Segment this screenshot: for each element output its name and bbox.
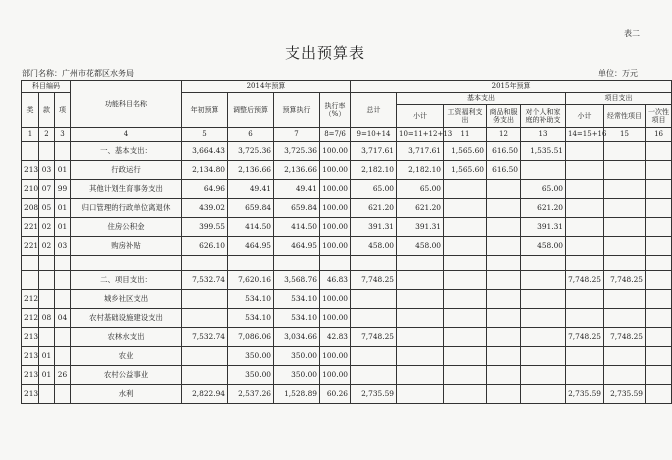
cell-lei: 212 xyxy=(22,309,39,328)
cell-onetime xyxy=(646,142,672,161)
cell-lei: 213 xyxy=(22,385,39,404)
table-row xyxy=(22,290,672,309)
cell-project-subtotal xyxy=(566,142,604,161)
cell-wage xyxy=(444,199,487,218)
index-cell: 10=11+12+13 xyxy=(397,128,444,142)
cell-wage xyxy=(444,237,487,256)
cell-executed: 414.50 xyxy=(274,218,320,237)
cell-personal xyxy=(521,290,566,309)
table-row xyxy=(22,309,672,328)
cell-recurring xyxy=(604,290,646,309)
cell-exec-rate: 100.00 xyxy=(320,366,351,385)
cell-wage xyxy=(444,366,487,385)
cell-onetime xyxy=(646,237,672,256)
cell-executed: 3,568.76 xyxy=(274,271,320,290)
cell-xiang xyxy=(55,385,71,404)
cell-total xyxy=(351,347,397,366)
header-kuan: 款 xyxy=(39,93,55,128)
cell-function-name: 农林水支出 xyxy=(71,328,182,347)
cell-basic-subtotal xyxy=(397,328,444,347)
cell-onetime xyxy=(646,271,672,290)
header-basic-expenditure: 基本支出 xyxy=(397,93,566,105)
cell-personal: 1,535.51 xyxy=(521,142,566,161)
index-cell: 15 xyxy=(604,128,646,142)
cell-total: 391.31 xyxy=(351,218,397,237)
cell-basic-subtotal xyxy=(397,309,444,328)
cell-kuan xyxy=(39,385,55,404)
cell-lei: 221 xyxy=(22,237,39,256)
cell-basic-subtotal: 621.20 xyxy=(397,199,444,218)
cell-project-subtotal: 7,748.25 xyxy=(566,328,604,347)
cell-basic-subtotal xyxy=(397,256,444,271)
cell-function-name: 归口管理的行政单位离退休 xyxy=(71,199,182,218)
table-row xyxy=(22,237,672,256)
cell-xiang: 99 xyxy=(55,180,71,199)
cell-lei: 213 xyxy=(22,347,39,366)
table-row xyxy=(22,161,672,180)
cell-initial-budget xyxy=(182,366,228,385)
cell-xiang xyxy=(55,271,71,290)
cell-xiang: 03 xyxy=(55,237,71,256)
cell-goods xyxy=(487,199,521,218)
cell-kuan xyxy=(39,256,55,271)
form-number: 表二 xyxy=(624,29,640,38)
header-project-expenditure: 项目支出 xyxy=(566,93,672,105)
cell-personal: 621.20 xyxy=(521,199,566,218)
cell-wage xyxy=(444,180,487,199)
cell-wage xyxy=(444,347,487,366)
cell-personal xyxy=(521,161,566,180)
cell-initial-budget: 7,532.74 xyxy=(182,271,228,290)
budget-table xyxy=(21,80,672,404)
header-2014-budget: 2014年预算 xyxy=(182,81,351,93)
cell-initial-budget: 7,532.74 xyxy=(182,328,228,347)
cell-total xyxy=(351,290,397,309)
index-cell: 12 xyxy=(487,128,521,142)
cell-xiang: 01 xyxy=(55,199,71,218)
header-total: 总计 xyxy=(351,93,397,128)
cell-exec-rate: 100.00 xyxy=(320,347,351,366)
cell-basic-subtotal xyxy=(397,271,444,290)
cell-personal xyxy=(521,328,566,347)
cell-exec-rate: 100.00 xyxy=(320,161,351,180)
header-onetime: 一次性项目 xyxy=(646,105,672,128)
cell-total xyxy=(351,366,397,385)
cell-executed: 3,725.36 xyxy=(274,142,320,161)
cell-lei xyxy=(22,256,39,271)
cell-adjusted-budget: 7,086.06 xyxy=(228,328,274,347)
cell-basic-subtotal xyxy=(397,347,444,366)
cell-project-subtotal xyxy=(566,347,604,366)
cell-initial-budget: 3,664.43 xyxy=(182,142,228,161)
cell-adjusted-budget: 659.84 xyxy=(228,199,274,218)
cell-project-subtotal xyxy=(566,180,604,199)
cell-executed: 659.84 xyxy=(274,199,320,218)
cell-onetime xyxy=(646,256,672,271)
cell-adjusted-budget: 534.10 xyxy=(228,309,274,328)
cell-exec-rate: 100.00 xyxy=(320,290,351,309)
page-title: 支出预算表 xyxy=(284,44,365,62)
cell-initial-budget xyxy=(182,256,228,271)
cell-initial-budget: 2,134.80 xyxy=(182,161,228,180)
header-initial-budget: 年初预算 xyxy=(182,93,228,128)
header-2015-budget: 2015年预算 xyxy=(351,81,672,93)
index-cell: 4 xyxy=(71,128,182,142)
cell-kuan: 05 xyxy=(39,199,55,218)
cell-initial-budget: 64.96 xyxy=(182,180,228,199)
cell-goods xyxy=(487,385,521,404)
cell-recurring xyxy=(604,161,646,180)
cell-xiang xyxy=(55,290,71,309)
cell-executed: 2,136.66 xyxy=(274,161,320,180)
cell-kuan xyxy=(39,290,55,309)
cell-executed: 3,034.66 xyxy=(274,328,320,347)
cell-executed: 534.10 xyxy=(274,309,320,328)
table-row xyxy=(22,328,672,347)
index-cell: 5 xyxy=(182,128,228,142)
cell-total: 7,748.25 xyxy=(351,328,397,347)
cell-wage: 1,565.60 xyxy=(444,142,487,161)
cell-executed: 464.95 xyxy=(274,237,320,256)
cell-kuan xyxy=(39,271,55,290)
header-wage: 工资福利支出 xyxy=(444,105,487,128)
cell-recurring xyxy=(604,180,646,199)
index-cell: 2 xyxy=(39,128,55,142)
cell-lei xyxy=(22,271,39,290)
header-project-subtotal: 小计 xyxy=(566,105,604,128)
cell-personal xyxy=(521,309,566,328)
cell-adjusted-budget xyxy=(228,256,274,271)
cell-goods xyxy=(487,256,521,271)
cell-goods xyxy=(487,237,521,256)
cell-personal: 65.00 xyxy=(521,180,566,199)
cell-personal xyxy=(521,366,566,385)
index-cell: 13 xyxy=(521,128,566,142)
cell-total: 621.20 xyxy=(351,199,397,218)
cell-goods xyxy=(487,271,521,290)
cell-exec-rate: 100.00 xyxy=(320,237,351,256)
cell-recurring xyxy=(604,237,646,256)
cell-goods xyxy=(487,309,521,328)
cell-project-subtotal xyxy=(566,199,604,218)
cell-basic-subtotal: 391.31 xyxy=(397,218,444,237)
cell-function-name: 行政运行 xyxy=(71,161,182,180)
table-row xyxy=(22,180,672,199)
cell-project-subtotal xyxy=(566,256,604,271)
cell-function-name: 城乡社区支出 xyxy=(71,290,182,309)
header-basic-subtotal: 小计 xyxy=(397,105,444,128)
cell-onetime xyxy=(646,290,672,309)
cell-lei xyxy=(22,142,39,161)
index-cell: 16 xyxy=(646,128,672,142)
cell-project-subtotal xyxy=(566,161,604,180)
cell-xiang: 01 xyxy=(55,218,71,237)
cell-xiang: 26 xyxy=(55,366,71,385)
header-subject-code: 科目编码 xyxy=(22,81,71,93)
cell-function-name: 农村公益事业 xyxy=(71,366,182,385)
header-personal: 对个人和家庭的补助支 xyxy=(521,105,566,128)
cell-function-name xyxy=(71,256,182,271)
cell-function-name: 二、项目支出： xyxy=(71,271,182,290)
cell-function-name: 一、基本支出： xyxy=(71,142,182,161)
index-cell: 9=10+14 xyxy=(351,128,397,142)
table-row xyxy=(22,347,672,366)
cell-wage xyxy=(444,218,487,237)
cell-adjusted-budget: 350.00 xyxy=(228,366,274,385)
cell-wage xyxy=(444,385,487,404)
cell-recurring: 7,748.25 xyxy=(604,271,646,290)
cell-wage xyxy=(444,309,487,328)
table-row xyxy=(22,271,672,290)
cell-personal xyxy=(521,385,566,404)
cell-personal xyxy=(521,347,566,366)
cell-total: 7,748.25 xyxy=(351,271,397,290)
cell-basic-subtotal xyxy=(397,385,444,404)
table-row xyxy=(22,256,672,271)
cell-exec-rate: 100.00 xyxy=(320,142,351,161)
cell-adjusted-budget: 464.95 xyxy=(228,237,274,256)
cell-goods: 616.50 xyxy=(487,161,521,180)
cell-onetime xyxy=(646,328,672,347)
cell-wage xyxy=(444,256,487,271)
cell-function-name: 其他计划生育事务支出 xyxy=(71,180,182,199)
cell-wage: 1,565.60 xyxy=(444,161,487,180)
table-row xyxy=(22,218,672,237)
cell-total xyxy=(351,256,397,271)
cell-adjusted-budget: 3,725.36 xyxy=(228,142,274,161)
cell-initial-budget: 2,822.94 xyxy=(182,385,228,404)
cell-project-subtotal xyxy=(566,290,604,309)
cell-initial-budget xyxy=(182,347,228,366)
cell-recurring xyxy=(604,256,646,271)
cell-adjusted-budget: 534.10 xyxy=(228,290,274,309)
cell-recurring xyxy=(604,309,646,328)
cell-goods xyxy=(487,290,521,309)
table-row xyxy=(22,385,672,404)
cell-executed: 1,528.89 xyxy=(274,385,320,404)
cell-basic-subtotal xyxy=(397,290,444,309)
cell-personal: 458.00 xyxy=(521,237,566,256)
cell-xiang xyxy=(55,328,71,347)
header-adjusted-budget: 调整后预算 xyxy=(228,93,274,128)
cell-kuan: 01 xyxy=(39,366,55,385)
cell-lei: 210 xyxy=(22,180,39,199)
cell-adjusted-budget: 414.50 xyxy=(228,218,274,237)
cell-exec-rate xyxy=(320,256,351,271)
cell-exec-rate: 100.00 xyxy=(320,218,351,237)
cell-personal xyxy=(521,256,566,271)
index-cell: 11 xyxy=(444,128,487,142)
cell-recurring: 7,748.25 xyxy=(604,328,646,347)
cell-adjusted-budget: 2,136.66 xyxy=(228,161,274,180)
cell-function-name: 农业 xyxy=(71,347,182,366)
cell-project-subtotal xyxy=(566,218,604,237)
cell-wage xyxy=(444,271,487,290)
cell-xiang xyxy=(55,142,71,161)
cell-initial-budget xyxy=(182,309,228,328)
cell-wage xyxy=(444,328,487,347)
department-name: 部门名称：广州市花都区水务局 xyxy=(22,69,134,78)
cell-exec-rate: 100.00 xyxy=(320,309,351,328)
unit-label: 单位：万元 xyxy=(598,69,638,78)
cell-executed: 49.41 xyxy=(274,180,320,199)
cell-onetime xyxy=(646,385,672,404)
cell-total: 458.00 xyxy=(351,237,397,256)
cell-adjusted-budget: 49.41 xyxy=(228,180,274,199)
cell-recurring: 2,735.59 xyxy=(604,385,646,404)
cell-executed: 350.00 xyxy=(274,347,320,366)
index-cell: 6 xyxy=(228,128,274,142)
cell-exec-rate: 100.00 xyxy=(320,199,351,218)
cell-personal: 391.31 xyxy=(521,218,566,237)
cell-recurring xyxy=(604,366,646,385)
cell-kuan xyxy=(39,328,55,347)
header-executed: 预算执行 xyxy=(274,93,320,128)
cell-initial-budget: 399.55 xyxy=(182,218,228,237)
cell-function-name: 购房补贴 xyxy=(71,237,182,256)
cell-kuan: 01 xyxy=(39,347,55,366)
cell-project-subtotal xyxy=(566,309,604,328)
index-row xyxy=(22,128,672,142)
cell-basic-subtotal: 2,182.10 xyxy=(397,161,444,180)
cell-basic-subtotal xyxy=(397,366,444,385)
table-row xyxy=(22,199,672,218)
cell-function-name: 住房公积金 xyxy=(71,218,182,237)
cell-project-subtotal: 2,735.59 xyxy=(566,385,604,404)
cell-project-subtotal: 7,748.25 xyxy=(566,271,604,290)
cell-executed xyxy=(274,256,320,271)
cell-goods xyxy=(487,366,521,385)
header-function-name: 功能科目名称 xyxy=(71,81,182,128)
table-row xyxy=(22,366,672,385)
cell-recurring xyxy=(604,199,646,218)
cell-onetime xyxy=(646,366,672,385)
cell-lei: 213 xyxy=(22,366,39,385)
cell-onetime xyxy=(646,309,672,328)
header-xiang: 项 xyxy=(55,93,71,128)
cell-goods: 616.50 xyxy=(487,142,521,161)
cell-goods xyxy=(487,347,521,366)
index-cell: 3 xyxy=(55,128,71,142)
header-recurring: 经常性项目 xyxy=(604,105,646,128)
cell-kuan: 07 xyxy=(39,180,55,199)
header-lei: 类 xyxy=(22,93,39,128)
cell-total: 3,717.61 xyxy=(351,142,397,161)
cell-kuan: 08 xyxy=(39,309,55,328)
index-cell: 7 xyxy=(274,128,320,142)
cell-project-subtotal xyxy=(566,366,604,385)
cell-xiang xyxy=(55,256,71,271)
cell-basic-subtotal: 3,717.61 xyxy=(397,142,444,161)
cell-kuan: 02 xyxy=(39,218,55,237)
cell-project-subtotal xyxy=(566,237,604,256)
cell-xiang: 04 xyxy=(55,309,71,328)
cell-onetime xyxy=(646,218,672,237)
cell-xiang xyxy=(55,347,71,366)
cell-adjusted-budget: 7,620.16 xyxy=(228,271,274,290)
cell-total xyxy=(351,309,397,328)
cell-onetime xyxy=(646,347,672,366)
cell-lei: 221 xyxy=(22,218,39,237)
cell-initial-budget: 626.10 xyxy=(182,237,228,256)
cell-goods xyxy=(487,218,521,237)
cell-executed: 534.10 xyxy=(274,290,320,309)
cell-exec-rate: 42.83 xyxy=(320,328,351,347)
cell-function-name: 农村基础设施建设支出 xyxy=(71,309,182,328)
cell-onetime xyxy=(646,199,672,218)
cell-recurring xyxy=(604,218,646,237)
index-cell: 1 xyxy=(22,128,39,142)
cell-initial-budget xyxy=(182,290,228,309)
cell-kuan: 02 xyxy=(39,237,55,256)
cell-kuan: 03 xyxy=(39,161,55,180)
cell-basic-subtotal: 65.00 xyxy=(397,180,444,199)
cell-exec-rate: 60.26 xyxy=(320,385,351,404)
cell-goods xyxy=(487,180,521,199)
cell-lei: 212 xyxy=(22,290,39,309)
cell-exec-rate: 100.00 xyxy=(320,180,351,199)
cell-lei: 213 xyxy=(22,161,39,180)
cell-xiang: 01 xyxy=(55,161,71,180)
cell-total: 65.00 xyxy=(351,180,397,199)
cell-kuan xyxy=(39,142,55,161)
cell-onetime xyxy=(646,180,672,199)
index-cell: 8=7/6 xyxy=(320,128,351,142)
cell-recurring xyxy=(604,347,646,366)
header-exec-rate: 执行率（%） xyxy=(320,93,351,128)
cell-exec-rate: 46.83 xyxy=(320,271,351,290)
cell-personal xyxy=(521,271,566,290)
cell-adjusted-budget: 2,537.26 xyxy=(228,385,274,404)
cell-initial-budget: 439.02 xyxy=(182,199,228,218)
table-row xyxy=(22,142,672,161)
cell-lei: 213 xyxy=(22,328,39,347)
cell-executed: 350.00 xyxy=(274,366,320,385)
cell-function-name: 水利 xyxy=(71,385,182,404)
cell-goods xyxy=(487,328,521,347)
cell-basic-subtotal: 458.00 xyxy=(397,237,444,256)
header-goods: 商品和服务支出 xyxy=(487,105,521,128)
cell-adjusted-budget: 350.00 xyxy=(228,347,274,366)
cell-wage xyxy=(444,290,487,309)
index-cell: 14=15+16 xyxy=(566,128,604,142)
cell-total: 2,735.59 xyxy=(351,385,397,404)
cell-total: 2,182.10 xyxy=(351,161,397,180)
cell-onetime xyxy=(646,161,672,180)
cell-lei: 208 xyxy=(22,199,39,218)
cell-recurring xyxy=(604,142,646,161)
